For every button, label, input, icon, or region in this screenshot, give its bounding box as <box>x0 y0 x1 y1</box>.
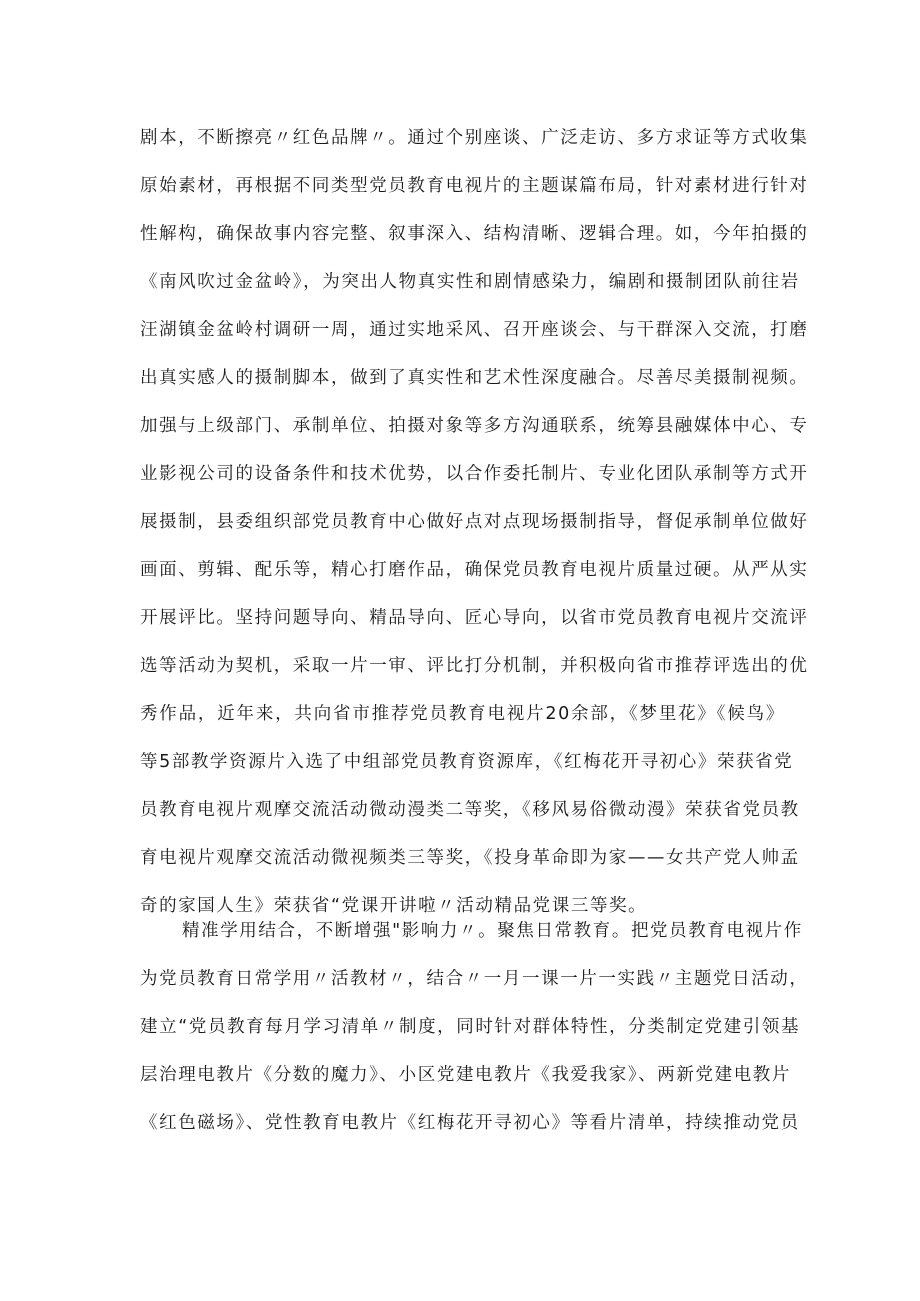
paragraph-line: 员教育电视片观摩交流活动微动漫类二等奖，《移风易俗微动漫》荣获省党员教 <box>140 800 800 820</box>
paragraph-line: 奇的家国人生》荣获省“党课开讲啦〃活动精品党课三等奖。 <box>140 896 648 916</box>
paragraph-line: 展摄制，县委组织部党员教育中心做好点对点现场摄制指导，督促承制单位做好 <box>140 512 809 532</box>
paragraph-line: 剧本，不断擦亮〃红色品牌〃。通过个别座谈、广泛走访、多方求证等方式收集 <box>140 128 809 148</box>
paragraph-line: 秀作品，近年来，共向省市推荐党员教育电视片20余部，《梦里花》《候鸟》 <box>140 704 785 724</box>
paragraph-line: 精准学用结合，不断增强"影响力〃。聚焦日常教育。把党员教育电视片作 <box>182 921 803 941</box>
paragraph-line: 业影视公司的设备条件和技术优势，以合作委托制片、专业化团队承制等方式开 <box>140 464 809 484</box>
paragraph-line: 为党员教育日常学用〃活教材〃，结合〃一月一课一片一实践〃主题党日活动， <box>140 969 809 989</box>
paragraph-line: 等5部教学资源片入选了中组部党员教育资源库，《红梅花开寻初心》荣获省党 <box>140 752 794 772</box>
paragraph-line: 画面、剪辑、配乐等，精心打磨作品，确保党员教育电视片质量过硬。从严从实 <box>140 560 809 580</box>
paragraph-line: 建立“党员教育每月学习清单〃制度，同时针对群体特性，分类制定党建引领基 <box>140 1017 801 1037</box>
paragraph-line: 原始素材，再根据不同类型党员教育电视片的主题谋篇布局，针对素材进行针对 <box>140 176 809 196</box>
paragraph-1 <box>140 114 809 930</box>
paragraph-2 <box>140 907 809 1147</box>
paragraph-line: 《南风吹过金盆岭》，为突出人物真实性和剧情感染力，编剧和摄制团队前往岩 <box>140 272 800 292</box>
paragraph-line: 性解构，确保故事内容完整、叙事深入、结构清晰、逻辑合理。如，今年拍摄的 <box>140 224 809 244</box>
paragraph-line: 层治理电教片《分数的魔力》、小区党建电教片《我爱我家》、两新党建电教片 <box>140 1065 791 1085</box>
paragraph-line: 加强与上级部门、承制单位、拍摄对象等多方沟通联系，统筹县融媒体中心、专 <box>140 416 809 436</box>
paragraph-line: 汪湖镇金盆岭村调研一周，通过实地采风、召开座谈会、与干群深入交流，打磨 <box>140 320 809 340</box>
paragraph-line: 育电视片观摩交流活动微视频类三等奖，《投身革命即为家——女共产党人帅孟 <box>140 848 800 868</box>
paragraph-line: 选等活动为契机，采取一片一审、评比打分机制，并积极向省市推荐评选出的优 <box>140 656 809 676</box>
paragraph-line: 《红色磁场》、党性教育电教片《红梅花开寻初心》等看片清单，持续推动党员 <box>140 1113 800 1133</box>
paragraph-line: 出真实感人的摄制脚本，做到了真实性和艺术性深度融合。尽善尽美摄制视频。 <box>140 368 809 388</box>
paragraph-line: 开展评比。坚持问题导向、精品导向、匠心导向，以省市党员教育电视片交流评 <box>140 608 809 628</box>
